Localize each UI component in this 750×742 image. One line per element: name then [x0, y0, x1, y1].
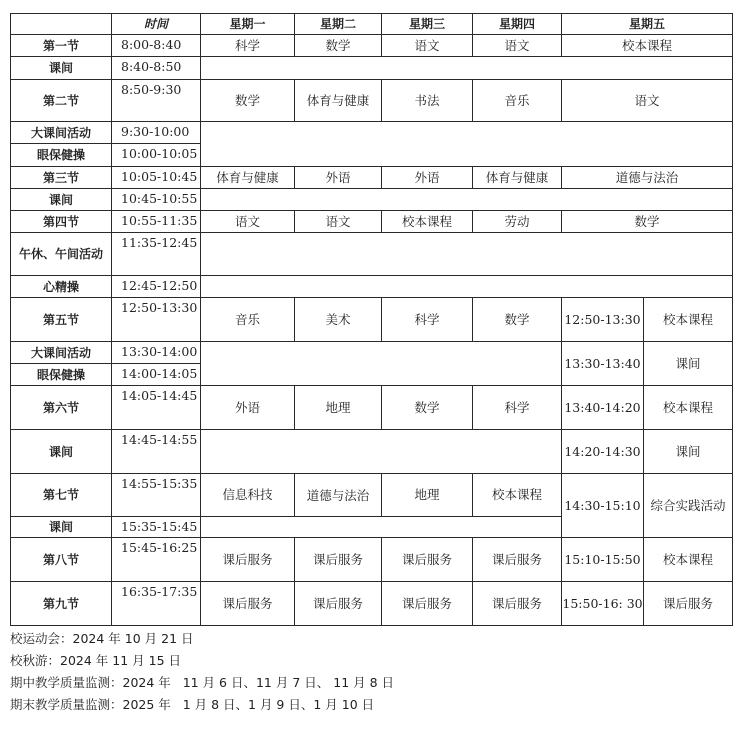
- friday-time-cell: 15:10-15:50: [562, 538, 644, 582]
- period-time: 15:45-16:25: [112, 538, 201, 582]
- period-label: 眼保健操: [11, 364, 112, 386]
- subject-cell: 体育与健康: [201, 167, 295, 189]
- period-time: 12:50-13:30: [112, 298, 201, 342]
- subject-cell: 校本课程: [562, 35, 733, 57]
- timetable: [10, 13, 733, 626]
- subject-cell: 课后服务: [473, 582, 562, 626]
- friday-time-cell: 13:40-14:20: [562, 386, 644, 430]
- period-time: 16:35-17:35: [112, 582, 201, 626]
- header-time: 时间: [112, 14, 201, 35]
- subject-cell: 体育与健康: [473, 167, 562, 189]
- table-row: [11, 386, 733, 430]
- subject-cell: 地理: [295, 386, 382, 430]
- subject-cell: 数学: [295, 35, 382, 57]
- friday-time-cell: 14:20-14:30: [562, 430, 644, 474]
- subject-cell: 道德与法治: [562, 167, 733, 189]
- period-label: 心精操: [11, 276, 112, 298]
- table-row: [11, 233, 733, 276]
- subject-cell: 课后服务: [473, 538, 562, 582]
- period-label: 第三节: [11, 167, 112, 189]
- subject-cell: 书法: [382, 80, 473, 122]
- subject-cell: 校本课程: [382, 211, 473, 233]
- friday-subject-cell: 综合实践活动: [644, 474, 733, 538]
- period-label: 课间: [11, 517, 112, 538]
- table-row: [11, 538, 733, 582]
- period-time: 8:40-8:50: [112, 57, 201, 80]
- subject-cell: 信息科技: [201, 474, 295, 517]
- note-final-exam: 期末教学质量监测：2025 年 1 月 8 日、1 月 9 日、1 月 10 日: [10, 697, 375, 712]
- table-row: [11, 582, 733, 626]
- header-blank-cell: [11, 14, 112, 35]
- table-row: [11, 298, 733, 342]
- period-time: 14:45-14:55: [112, 430, 201, 474]
- subject-cell: 课后服务: [382, 538, 473, 582]
- subject-cell: 体育与健康: [295, 80, 382, 122]
- friday-time-cell: 13:30-13:40: [562, 342, 644, 386]
- friday-subject-cell: 课后服务: [644, 582, 733, 626]
- break-span-cell: [201, 122, 733, 167]
- period-time: 8:00-8:40: [112, 35, 201, 57]
- subject-cell: 校本课程: [473, 474, 562, 517]
- break-span-cell: [201, 342, 562, 386]
- table-row: [11, 122, 733, 144]
- subject-cell: 劳动: [473, 211, 562, 233]
- subject-cell: 语文: [473, 35, 562, 57]
- subject-cell: 课后服务: [201, 582, 295, 626]
- table-row: [11, 276, 733, 298]
- subject-cell: 外语: [201, 386, 295, 430]
- period-label: 第九节: [11, 582, 112, 626]
- subject-cell: 音乐: [201, 298, 295, 342]
- subject-cell: 课后服务: [201, 538, 295, 582]
- subject-cell: 数学: [562, 211, 733, 233]
- break-span-cell: [201, 430, 562, 474]
- table-row: [11, 167, 733, 189]
- subject-cell: 数学: [473, 298, 562, 342]
- note-autumn-outing: 校秋游：2024 年 11 月 15 日: [10, 653, 181, 668]
- table-row: [11, 189, 733, 211]
- period-label: 眼保健操: [11, 144, 112, 167]
- subject-cell: 外语: [295, 167, 382, 189]
- header-row: [11, 14, 733, 35]
- break-span-cell: [201, 233, 733, 276]
- friday-subject-cell: 课间: [644, 430, 733, 474]
- table-row: [11, 57, 733, 80]
- period-time: 9:30-10:00: [112, 122, 201, 144]
- subject-cell: 音乐: [473, 80, 562, 122]
- subject-cell: 语文: [562, 80, 733, 122]
- period-label: 第一节: [11, 35, 112, 57]
- friday-subject-cell: 校本课程: [644, 386, 733, 430]
- period-label: 第二节: [11, 80, 112, 122]
- subject-cell: 数学: [382, 386, 473, 430]
- period-label: 午休、午间活动: [11, 233, 112, 276]
- friday-time-cell: 12:50-13:30: [562, 298, 644, 342]
- friday-time-cell: 14:30-15:10: [562, 474, 644, 538]
- friday-subject-cell: 校本课程: [644, 538, 733, 582]
- table-row: [11, 80, 733, 122]
- period-label: 课间: [11, 189, 112, 211]
- table-row: [11, 474, 733, 517]
- subject-cell: 语文: [201, 211, 295, 233]
- subject-cell: 地理: [382, 474, 473, 517]
- period-time: 10:55-11:35: [112, 211, 201, 233]
- period-time: 10:05-10:45: [112, 167, 201, 189]
- period-label: 大课间活动: [11, 342, 112, 364]
- subject-cell: 科学: [473, 386, 562, 430]
- period-label: 第七节: [11, 474, 112, 517]
- period-time: 8:50-9:30: [112, 80, 201, 122]
- period-label: 大课间活动: [11, 122, 112, 144]
- period-label: 第八节: [11, 538, 112, 582]
- period-time: 14:00-14:05: [112, 364, 201, 386]
- subject-cell: 道德与法治: [295, 474, 382, 517]
- period-label: 第四节: [11, 211, 112, 233]
- header-monday: 星期一: [201, 14, 295, 35]
- period-time: 11:35-12:45: [112, 233, 201, 276]
- period-label: 第六节: [11, 386, 112, 430]
- subject-cell: 课后服务: [295, 538, 382, 582]
- subject-cell: 科学: [201, 35, 295, 57]
- period-label: 课间: [11, 430, 112, 474]
- break-span-cell: [201, 276, 733, 298]
- period-time: 10:45-10:55: [112, 189, 201, 211]
- notes-section: [10, 628, 394, 716]
- table-row: [11, 35, 733, 57]
- friday-subject-cell: 课间: [644, 342, 733, 386]
- note-sports-day: 校运动会：2024 年 10 月 21 日: [10, 631, 194, 646]
- period-time: 10:00-10:05: [112, 144, 201, 167]
- table-row: [11, 342, 733, 364]
- break-span-cell: [201, 189, 733, 211]
- table-row: [11, 211, 733, 233]
- subject-cell: 课后服务: [295, 582, 382, 626]
- subject-cell: 外语: [382, 167, 473, 189]
- header-wednesday: 星期三: [382, 14, 473, 35]
- period-time: 14:05-14:45: [112, 386, 201, 430]
- break-span-cell: [201, 517, 562, 538]
- period-time: 13:30-14:00: [112, 342, 201, 364]
- period-time: 14:55-15:35: [112, 474, 201, 517]
- period-label: 第五节: [11, 298, 112, 342]
- subject-cell: 数学: [201, 80, 295, 122]
- subject-cell: 科学: [382, 298, 473, 342]
- period-time: 12:45-12:50: [112, 276, 201, 298]
- break-span-cell: [201, 57, 733, 80]
- period-time: 15:35-15:45: [112, 517, 201, 538]
- subject-cell: 美术: [295, 298, 382, 342]
- subject-cell: 语文: [295, 211, 382, 233]
- friday-subject-cell: 校本课程: [644, 298, 733, 342]
- note-midterm-exam: 期中教学质量监测：2024 年 11 月 6 日、11 月 7 日、 11 月 8 日: [10, 675, 395, 690]
- subject-cell: 课后服务: [382, 582, 473, 626]
- friday-time-cell: 15:50-16: 30: [562, 582, 644, 626]
- header-thursday: 星期四: [473, 14, 562, 35]
- subject-cell: 语文: [382, 35, 473, 57]
- header-tuesday: 星期二: [295, 14, 382, 35]
- header-friday: 星期五: [562, 14, 733, 35]
- table-row: [11, 430, 733, 474]
- period-label: 课间: [11, 57, 112, 80]
